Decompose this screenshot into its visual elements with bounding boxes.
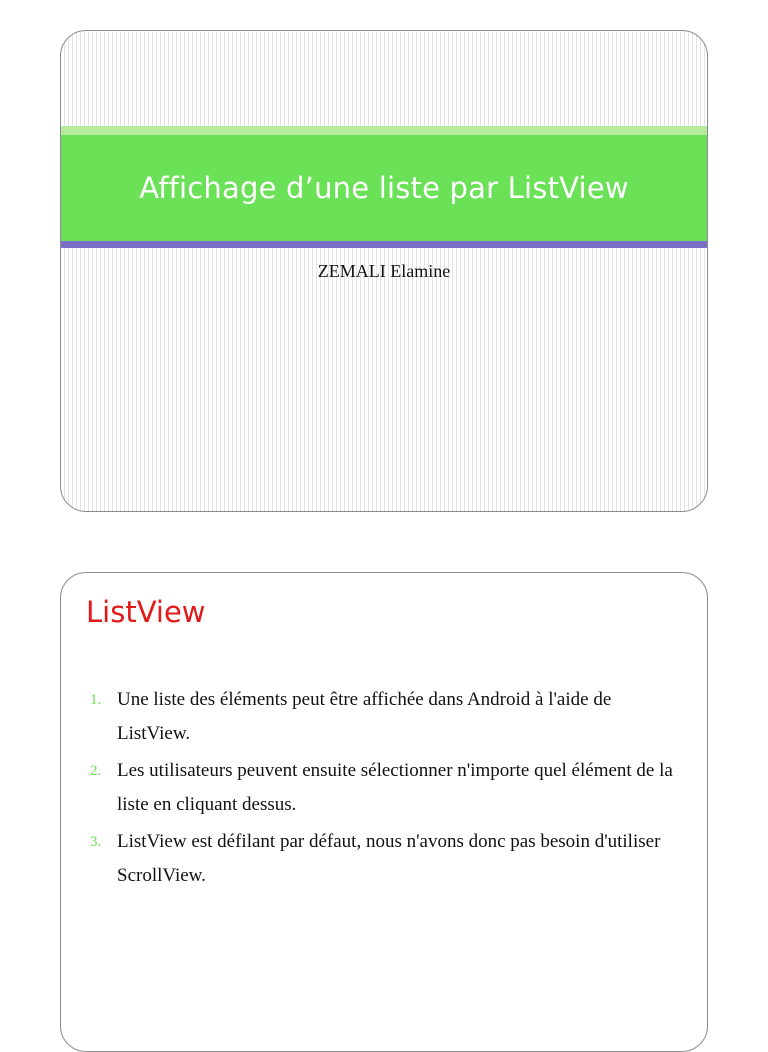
- title-band: [61, 135, 707, 241]
- slide-title: Affichage d’une liste par ListView: [139, 171, 629, 205]
- list-item: [61, 825, 707, 893]
- title-accent-stripe-top: [61, 126, 707, 135]
- content-slide: [60, 572, 708, 1052]
- list-item: [61, 683, 707, 751]
- list-item-number: 2.: [90, 763, 102, 779]
- slide-heading: ListView: [86, 595, 206, 629]
- list-item-text: Les utilisateurs peuvent ensuite sélectionner n'importe quel élément de la liste en cliquant dessus.: [117, 760, 673, 815]
- list-item-text: Une liste des éléments peut être affichée dans Android à l'aide de ListView.: [117, 689, 612, 744]
- list-item: [61, 754, 707, 822]
- list-item-text: ListView est défilant par défaut, nous n'avons donc pas besoin d'utiliser ScrollView.: [117, 831, 661, 886]
- title-slide: [60, 30, 708, 512]
- numbered-list: [61, 683, 707, 896]
- title-accent-stripe-bottom: [61, 241, 707, 248]
- author-name: ZEMALI Elamine: [317, 261, 451, 281]
- list-item-number: 3.: [90, 834, 102, 850]
- list-item-number: 1.: [90, 692, 102, 708]
